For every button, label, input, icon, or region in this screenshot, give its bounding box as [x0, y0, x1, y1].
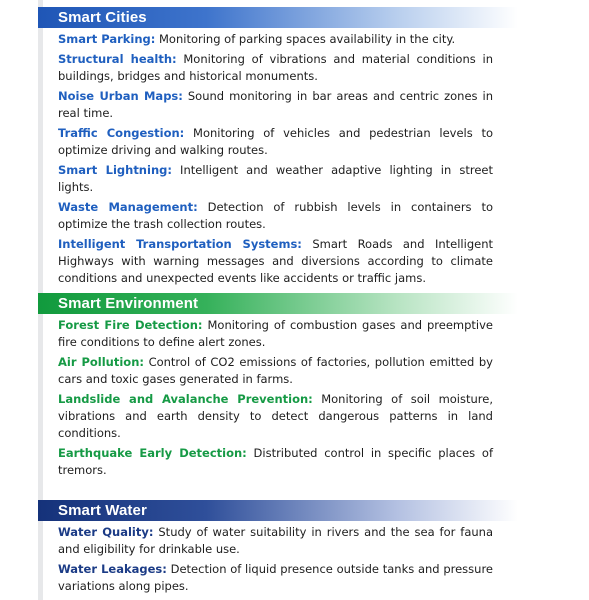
section-banner [38, 500, 518, 521]
item-description: Control of CO2 emissions of factories, pollution emitted by cars and toxic gases generated in farms. [58, 355, 493, 386]
item-term: Noise Urban Maps: [58, 89, 183, 103]
item-description: Monitoring of soil moisture, vibrations and earth density to detect dangerous patterns in land conditions. [58, 392, 493, 440]
item-term: Structural health: [58, 52, 177, 66]
section-title: Smart Water [58, 502, 147, 519]
section-banner [38, 7, 518, 28]
list-item [58, 391, 493, 442]
item-description: Monitoring of parking spaces availability in the city. [155, 32, 456, 46]
list-item [58, 354, 493, 388]
item-term: Water Quality: [58, 525, 154, 539]
item-list [0, 314, 589, 479]
item-term: Traffic Congestion: [58, 126, 185, 140]
item-description: Monitoring of vibrations and material conditions in buildings, bridges and historical monuments. [58, 52, 493, 83]
list-item [58, 88, 493, 122]
item-description: Detection of liquid presence outside tanks and pressure variations along pipes. [58, 562, 493, 593]
section-title: Smart Cities [58, 9, 147, 26]
item-description: Study of water suitability in rivers and the sea for fauna and eligibility for drinkable use. [58, 525, 493, 556]
item-description: Monitoring of vehicles and pedestrian levels to optimize driving and walking routes. [58, 126, 493, 157]
section-smart-water [0, 500, 589, 598]
section-banner [38, 293, 518, 314]
list-item [58, 445, 493, 479]
item-description: Detection of rubbish levels in containers to optimize the trash collection routes. [58, 200, 493, 231]
item-term: Air Pollution: [58, 355, 144, 369]
list-item [58, 199, 493, 233]
section-smart-cities [0, 7, 589, 290]
item-term: Earthquake Early Detection: [58, 446, 247, 460]
list-item [58, 162, 493, 196]
item-list [0, 521, 589, 595]
list-item [58, 317, 493, 351]
item-description: Intelligent and weather adaptive lighting in street lights. [58, 163, 494, 194]
item-term: Water Leakages: [58, 562, 167, 576]
list-item [58, 236, 493, 287]
item-description: Monitoring of combustion gases and preemptive fire conditions to define alert zones. [58, 318, 493, 349]
section-title: Smart Environment [58, 295, 199, 312]
item-term: Intelligent Transportation Systems: [58, 237, 302, 251]
item-list [0, 28, 589, 287]
list-item [58, 125, 493, 159]
item-description: Smart Roads and Intelligent Highways with warning messages and diversions according to climate conditions and unexpected events like accidents or traffic jams. [58, 237, 493, 285]
item-term: Landslide and Avalanche Prevention: [58, 392, 313, 406]
list-item [58, 51, 493, 85]
item-description: Distributed control in specific places of tremors. [58, 446, 493, 477]
item-term: Smart Parking: [58, 32, 156, 46]
item-term: Waste Management: [58, 200, 198, 214]
section-smart-environment [0, 293, 589, 482]
item-term: Forest Fire Detection: [58, 318, 203, 332]
list-item [58, 561, 493, 595]
list-item [58, 524, 493, 558]
item-term: Smart Lightning: [58, 163, 172, 177]
list-item [58, 31, 493, 48]
item-description: Sound monitoring in bar areas and centric zones in real time. [58, 89, 494, 120]
